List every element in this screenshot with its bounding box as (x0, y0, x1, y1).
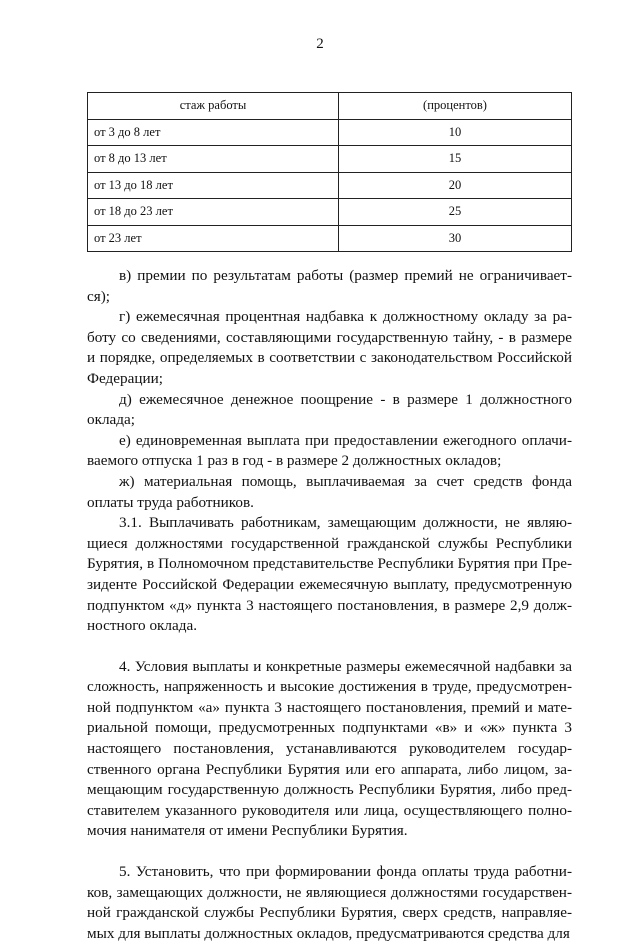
table-cell-experience: от 8 до 13 лет (88, 146, 339, 173)
table-row (88, 225, 572, 252)
paragraph-vacation-payment: е) единовременная выплата при предоставлении ежегодного оплачиваемого отпуска 1 раз в год - в размере 2 должностных окладов; (87, 431, 572, 470)
seniority-rates-table (87, 92, 572, 252)
table-cell-experience: от 3 до 8 лет (88, 119, 339, 146)
paragraph-bonus-results: в) премии по результатам работы (размер премий не ограничивается); (87, 267, 572, 305)
table-cell-experience: от 23 лет (88, 225, 339, 252)
table-cell-percent: 30 (339, 225, 572, 252)
table-cell-percent: 15 (339, 146, 572, 173)
paragraph-3-1: 3.1. Выплачивать работникам, замещающим должности, не являющиеся должностями государственной гражданской службы Республики Бурятия, в Полномочном представительстве Республики Бурятия при Президенте Российской Федерации ежемесячную выплату, предусмотренную подпунктом «д» пункта 3 настоящего постановления, в размере 2,9 должностного оклада. (87, 514, 572, 635)
table-cell-percent: 20 (339, 172, 572, 199)
table-cell-experience: от 18 до 23 лет (88, 199, 339, 226)
table-cell-percent: 25 (339, 199, 572, 226)
header-percent: (процентов) (339, 93, 572, 120)
table-row (88, 172, 572, 199)
paragraph-state-secret-allowance: г) ежемесячная процентная надбавка к должностному окладу за работу со сведениями, составляющими государственную тайну, - в размере и порядке, определяемых в соответствии с законодательством Российской Федерации; (87, 308, 572, 387)
paragraph-material-aid: ж) материальная помощь, выплачиваемая за счет средств фонда оплаты труда работников. (87, 472, 572, 511)
table-header-row (88, 93, 572, 120)
header-experience: стаж работы (88, 93, 339, 120)
page-number: 2 (316, 36, 324, 52)
table-row (88, 199, 572, 226)
document-body (87, 266, 572, 944)
paragraph-4: 4. Условия выплаты и конкретные размеры ежемесячной надбавки за сложность, напряженность и высокие достижения в труде, предусмотренной подпунктом «а» пункта 3 настоящего постановления, премий и материальной помощи, предусмотренных подпунктами «в» и «ж» пункта 3 настоящего постановления, устанавливаются руководителем государственного органа Республики Бурятия или его аппарата, либо лицом, замещающим государственную должность Республики Бурятия, либо представителем указанного руководителя или лица, осуществляющего полномочия нанимателя от имени Республики Бурятия. (87, 657, 572, 840)
table-cell-experience: от 13 до 18 лет (88, 172, 339, 199)
table-row (88, 119, 572, 146)
paragraph-monthly-incentive: д) ежемесячное денежное поощрение - в размере 1 должностного оклада; (87, 390, 572, 429)
table-cell-percent: 10 (339, 119, 572, 146)
table-row (88, 146, 572, 173)
paragraph-5: 5. Установить, что при формировании фонда оплаты труда работников, замещающих должности, не являющиеся должностями государственной гражданской службы Республики Бурятия, сверх средств, направляемых для выплаты должностных окладов, предусматриваются средства для (87, 863, 572, 942)
